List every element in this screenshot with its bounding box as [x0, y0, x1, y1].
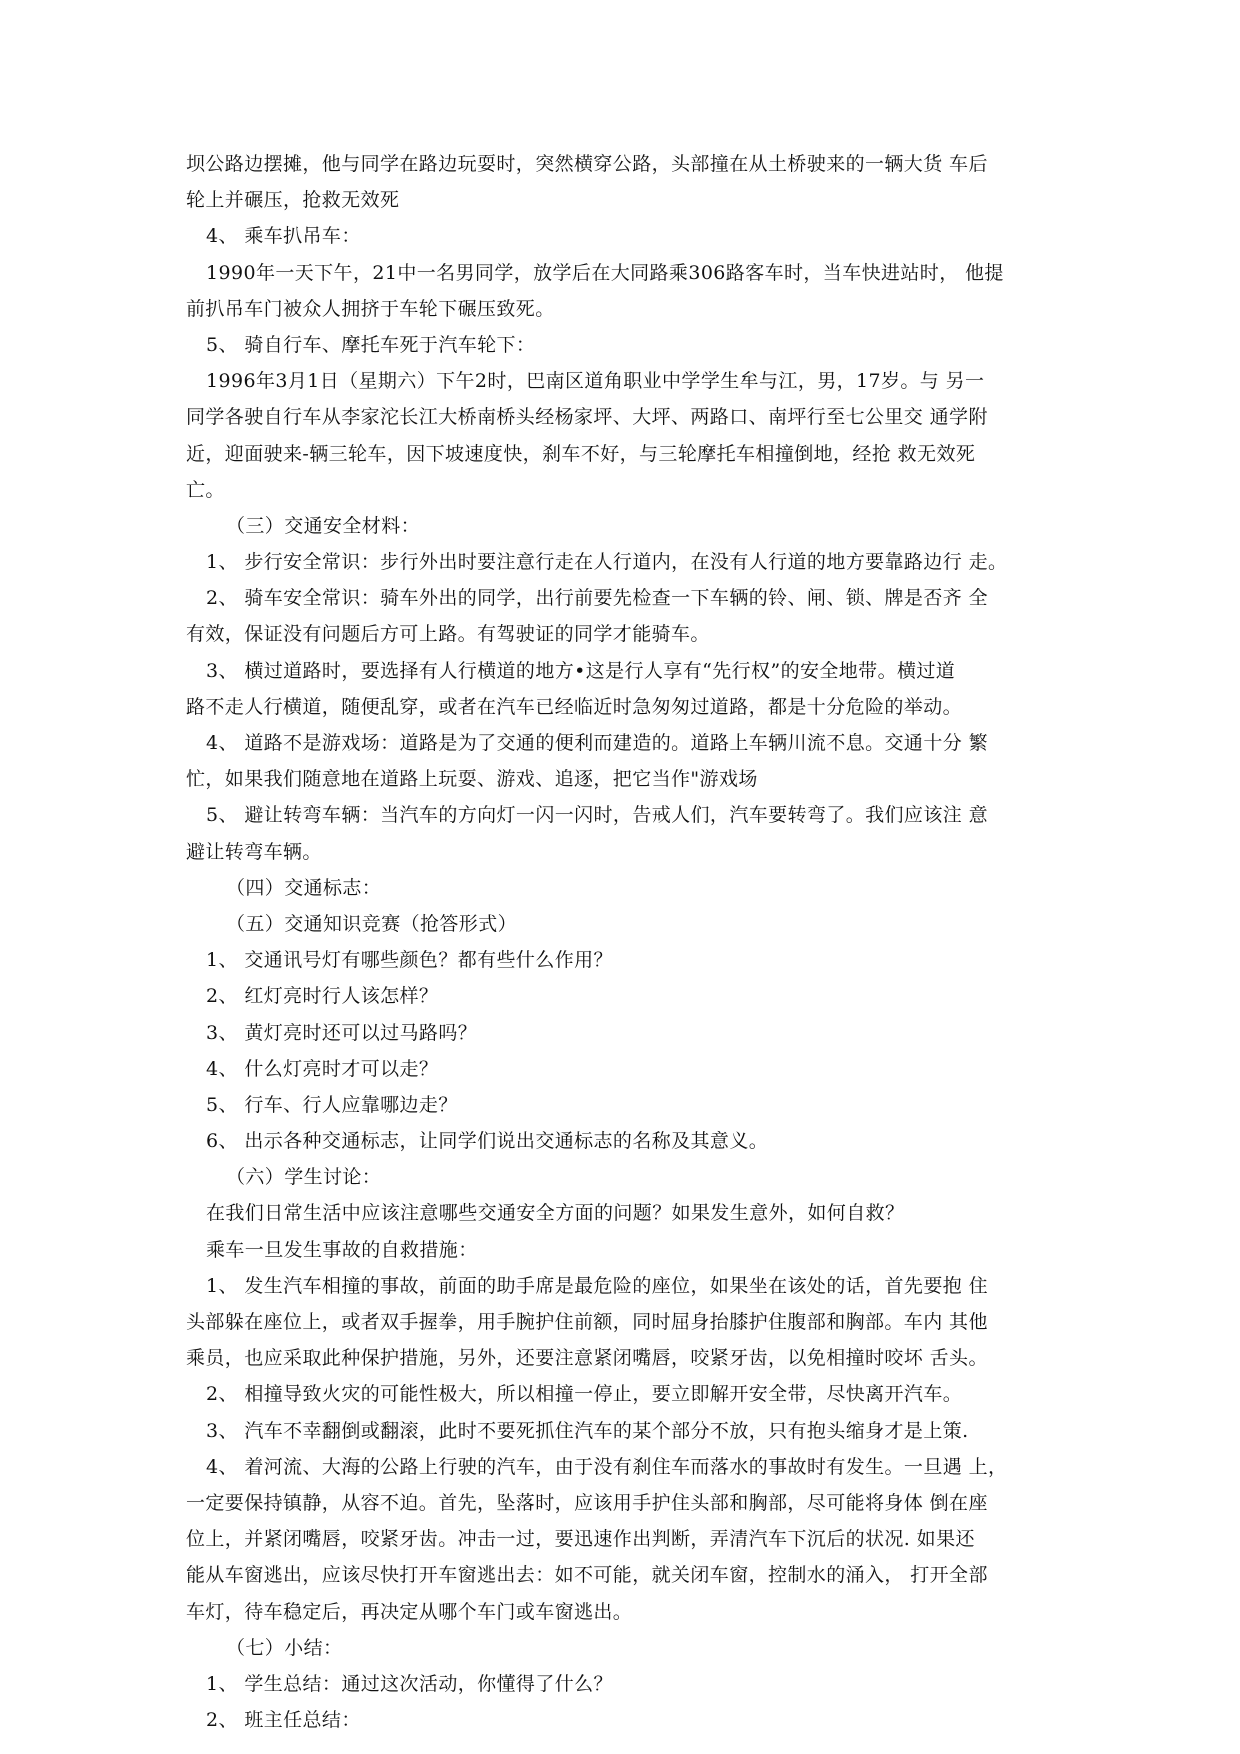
text-line: 2、 骑车安全常识：骑车外出的同学，出行前要先检查一下车辆的铃、闸、锁、牌是否齐 全	[206, 587, 988, 610]
document-body	[186, 146, 1056, 1738]
text-line: （四）交通标志：	[226, 876, 382, 899]
text-line: 3、 黄灯亮时还可以过马路吗？	[206, 1021, 478, 1044]
text-line: 路不走人行横道，随便乱穿，或者在汽车已经临近时急匆匆过道路，都是十分危险的举动。	[186, 695, 963, 718]
text-line: 5、 行车、行人应靠哪边走？	[206, 1093, 458, 1116]
text-line: 1996年3月1日（星期六）下午2时，巴南区道角职业中学学生牟与江，男，17岁。与 另一	[206, 370, 985, 393]
text-line: 能从车窗逃出，应该尽快打开车窗逃出去：如不可能，就关闭车窗，控制水的涌入， 打开全部	[186, 1564, 988, 1587]
text-line: 乘员，也应采取此种保护措施，另外，还要注意紧闭嘴唇，咬紧牙齿，以免相撞时咬坏 舌头。	[186, 1347, 988, 1370]
text-line: 1、 交通讯号灯有哪些颜色？都有些什么作用？	[206, 949, 613, 972]
text-line: 2、 相撞导致火灾的可能性极大，所以相撞一停止，要立即解开安全带，尽快离开汽车。	[206, 1383, 963, 1406]
text-line: （五）交通知识竞赛（抢答形式）	[226, 912, 518, 935]
text-line: 5、 骑自行车、摩托车死于汽车轮下：	[206, 333, 536, 356]
text-line: 在我们日常生活中应该注意哪些交通安全方面的问题？如果发生意外，如何自救？	[206, 1202, 905, 1225]
text-line: （六）学生讨论：	[226, 1166, 382, 1189]
text-line: 有效，保证没有问题后方可上路。有驾驶证的同学才能骑车。	[186, 623, 710, 646]
text-line: （三）交通安全材料：	[226, 514, 421, 537]
text-line: 3、 汽车不幸翻倒或翻滚，此时不要死抓住汽车的某个部分不放，只有抱头缩身才是上策.	[206, 1419, 969, 1442]
text-line: 车灯，待车稳定后，再决定从哪个车门或车窗逃出。	[186, 1600, 633, 1623]
text-line: 1、 学生总结：通过这次活动，你懂得了什么？	[206, 1672, 613, 1695]
text-line: 3、 横过道路时，要选择有人行横道的地方•这是行人享有“先行权”的安全地带。横过道	[206, 659, 956, 682]
text-line: 1、 步行安全常识：步行外出时要注意行走在人行道内，在没有人行道的地方要靠路边行 走。	[206, 551, 1008, 574]
text-line: 4、 什么灯亮时才可以走？	[206, 1057, 439, 1080]
text-line: 避让转弯车辆。	[186, 840, 322, 863]
text-line: 2、 红灯亮时行人该怎样？	[206, 985, 439, 1008]
text-line: 近，迎面驶来-辆三轮车，因下坡速度快，刹车不好，与三轮摩托车相撞倒地，经抢 救无效死	[186, 442, 976, 465]
text-line: 1990年一天下午，21中一名男同学，放学后在大同路乘306路客车时，当车快进站时， 他提	[206, 261, 1004, 284]
text-line: 5、 避让转弯车辆：当汽车的方向灯一闪一闪时，告戒人们，汽车要转弯了。我们应该注 意	[206, 804, 988, 827]
text-line: 6、 出示各种交通标志，让同学们说出交通标志的名称及其意义。	[206, 1130, 769, 1153]
text-line: 头部躲在座位上，或者双手握拳，用手腕护住前额，同时屈身抬膝护住腹部和胸部。车内 其他	[186, 1311, 988, 1333]
text-line: 4、 乘车扒吊车：	[206, 225, 361, 248]
text-line: 忙，如果我们随意地在道路上玩耍、游戏、追逐，把它当作"游戏场	[186, 768, 758, 791]
text-line: 前扒吊车门被众人拥挤于车轮下碾压致死。	[186, 297, 555, 320]
text-line: 4、 道路不是游戏场：道路是为了交通的便利而建造的。道路上车辆川流不息。交通十分 繁	[206, 732, 988, 754]
text-line: 位上，并紧闭嘴唇，咬紧牙齿。冲击一过，要迅速作出判断，弄清汽车下沉后的状况. 如果还	[186, 1528, 975, 1551]
text-line: 坝公路边摆摊，他与同学在路边玩耍时，突然横穿公路，头部撞在从土桥驶来的一辆大货 车后	[186, 153, 988, 175]
text-line: 亡。	[186, 478, 225, 501]
text-line: 4、 着河流、大海的公路上行驶的汽车，由于没有刹住车而落水的事故时有发生。一旦遇 上，	[206, 1455, 1008, 1478]
text-line: 乘车一旦发生事故的自救措施：	[206, 1238, 478, 1261]
text-line: 一定要保持镇静，从容不迫。首先，坠落时，应该用手护住头部和胸部，尽可能将身体 倒在座	[186, 1491, 988, 1514]
text-line: 轮上并碾压，抢救无效死	[186, 189, 400, 212]
text-line: 同学各驶自行车从李家沱长江大桥南桥头经杨家坪、大坪、两路口、南坪行至七公里交 通学附	[186, 406, 988, 429]
text-line: 2、 班主任总结：	[206, 1709, 361, 1732]
text-line: 1、 发生汽车相撞的事故，前面的助手席是最危险的座位，如果坐在该处的话，首先要抱 住	[206, 1274, 988, 1297]
text-line: （七）小结：	[226, 1636, 343, 1659]
